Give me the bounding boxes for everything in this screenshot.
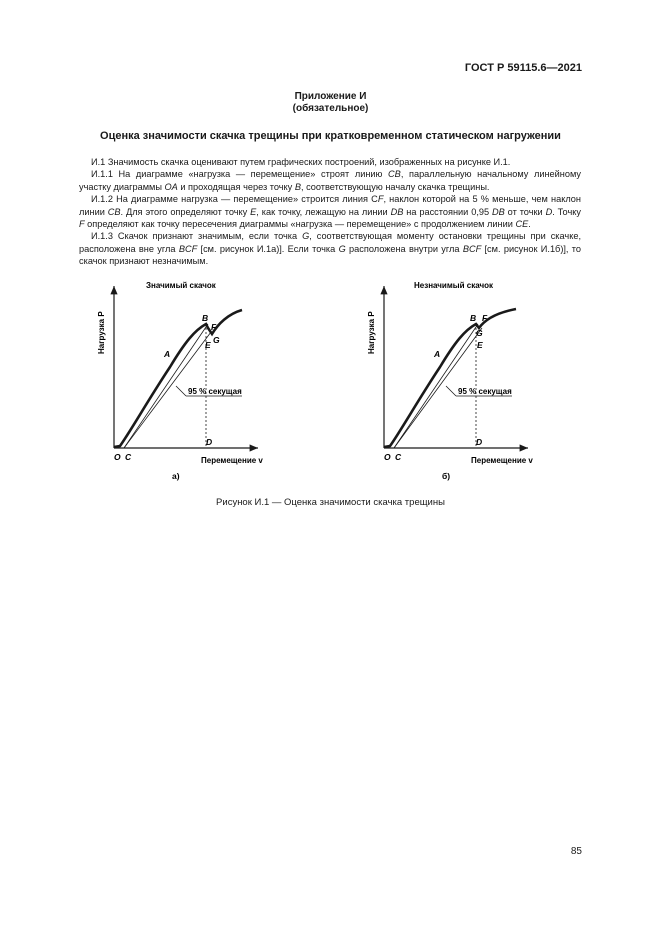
point-g: G	[213, 335, 220, 345]
point-f: F	[211, 322, 217, 332]
paragraph-3: И.1.2 На диаграмме нагрузка — перемещение» строится линия CF, наклон которой на 5 % меньше, чем наклон линии CB. Для этого определяют точку E, как точку, лежащую на линии DB на расстоянии 0,95 DB от точки D. Точку F определяют как точку пересечения диаграммы «нагрузка — перемещение» с продолжением линии CE.	[79, 194, 581, 230]
point-g: G	[476, 328, 483, 338]
x-axis-label: Перемещение v	[471, 456, 533, 465]
load-curve	[114, 310, 242, 447]
appendix-title: Приложение И	[294, 91, 367, 102]
point-a: A	[164, 349, 171, 359]
paragraph-1: И.1 Значимость скачка оценивают путем графических построений, изображенных на рисунке И.1.	[91, 157, 511, 167]
diagrams-svg	[90, 272, 570, 497]
point-o: O	[384, 452, 391, 462]
point-e: E	[477, 340, 483, 350]
paragraph-2: И.1.1 На диаграмме «нагрузка — перемещение» строят линию CB, параллельную начальному линейному участку диаграммы OA и проходящая через точку B, соответствующую началу скачка трещины.	[79, 169, 581, 192]
point-c: C	[125, 452, 132, 462]
secant-pointer	[176, 386, 186, 396]
figure	[90, 272, 570, 497]
y-axis-label: Нагрузка P	[97, 311, 106, 354]
diagram-title: Значимый скачок	[146, 281, 216, 290]
appendix-subtitle: (обязательное)	[292, 103, 369, 114]
point-c: C	[395, 452, 402, 462]
y-axis-label: Нагрузка P	[367, 311, 376, 354]
diagram-significant	[97, 281, 263, 481]
point-d: D	[206, 437, 213, 447]
body-text	[79, 156, 581, 268]
point-a: A	[434, 349, 441, 359]
secant-cb	[124, 324, 208, 448]
point-e: E	[205, 340, 211, 350]
secant-label: 95 % секущая	[458, 387, 512, 396]
sublabel-b: б)	[442, 471, 451, 481]
secant-label: 95 % секущая	[188, 387, 242, 396]
load-curve	[384, 309, 516, 447]
secant-pointer	[446, 386, 456, 396]
point-d: D	[476, 437, 483, 447]
standard-number: ГОСТ Р 59115.6—2021	[464, 62, 582, 74]
sublabel-a: а)	[172, 471, 180, 481]
section-title: Оценка значимости скачка трещины при кратковременном статическом нагружении	[100, 130, 561, 142]
paragraph-4: И.1.3 Скачок признают значимым, если точка G, соответствующая моменту остановки трещины при скачке, расположена вне угла BCF [см. рисунок И.1а)]. Если точка G расположена внутри угла BCF [см. рисунок И.1б)], то скачок признают незначимым.	[79, 231, 582, 267]
figure-caption: Рисунок И.1 — Оценка значимости скачка трещины	[216, 497, 445, 508]
page-number: 85	[570, 846, 582, 857]
secant-cb	[394, 324, 478, 448]
diagram-title: Незначимый скачок	[414, 281, 493, 290]
point-b: B	[202, 313, 209, 323]
point-f: F	[482, 313, 488, 323]
diagram-insignificant	[367, 281, 533, 481]
x-axis-label: Перемещение v	[201, 456, 263, 465]
point-b: B	[470, 313, 477, 323]
point-o: O	[114, 452, 121, 462]
